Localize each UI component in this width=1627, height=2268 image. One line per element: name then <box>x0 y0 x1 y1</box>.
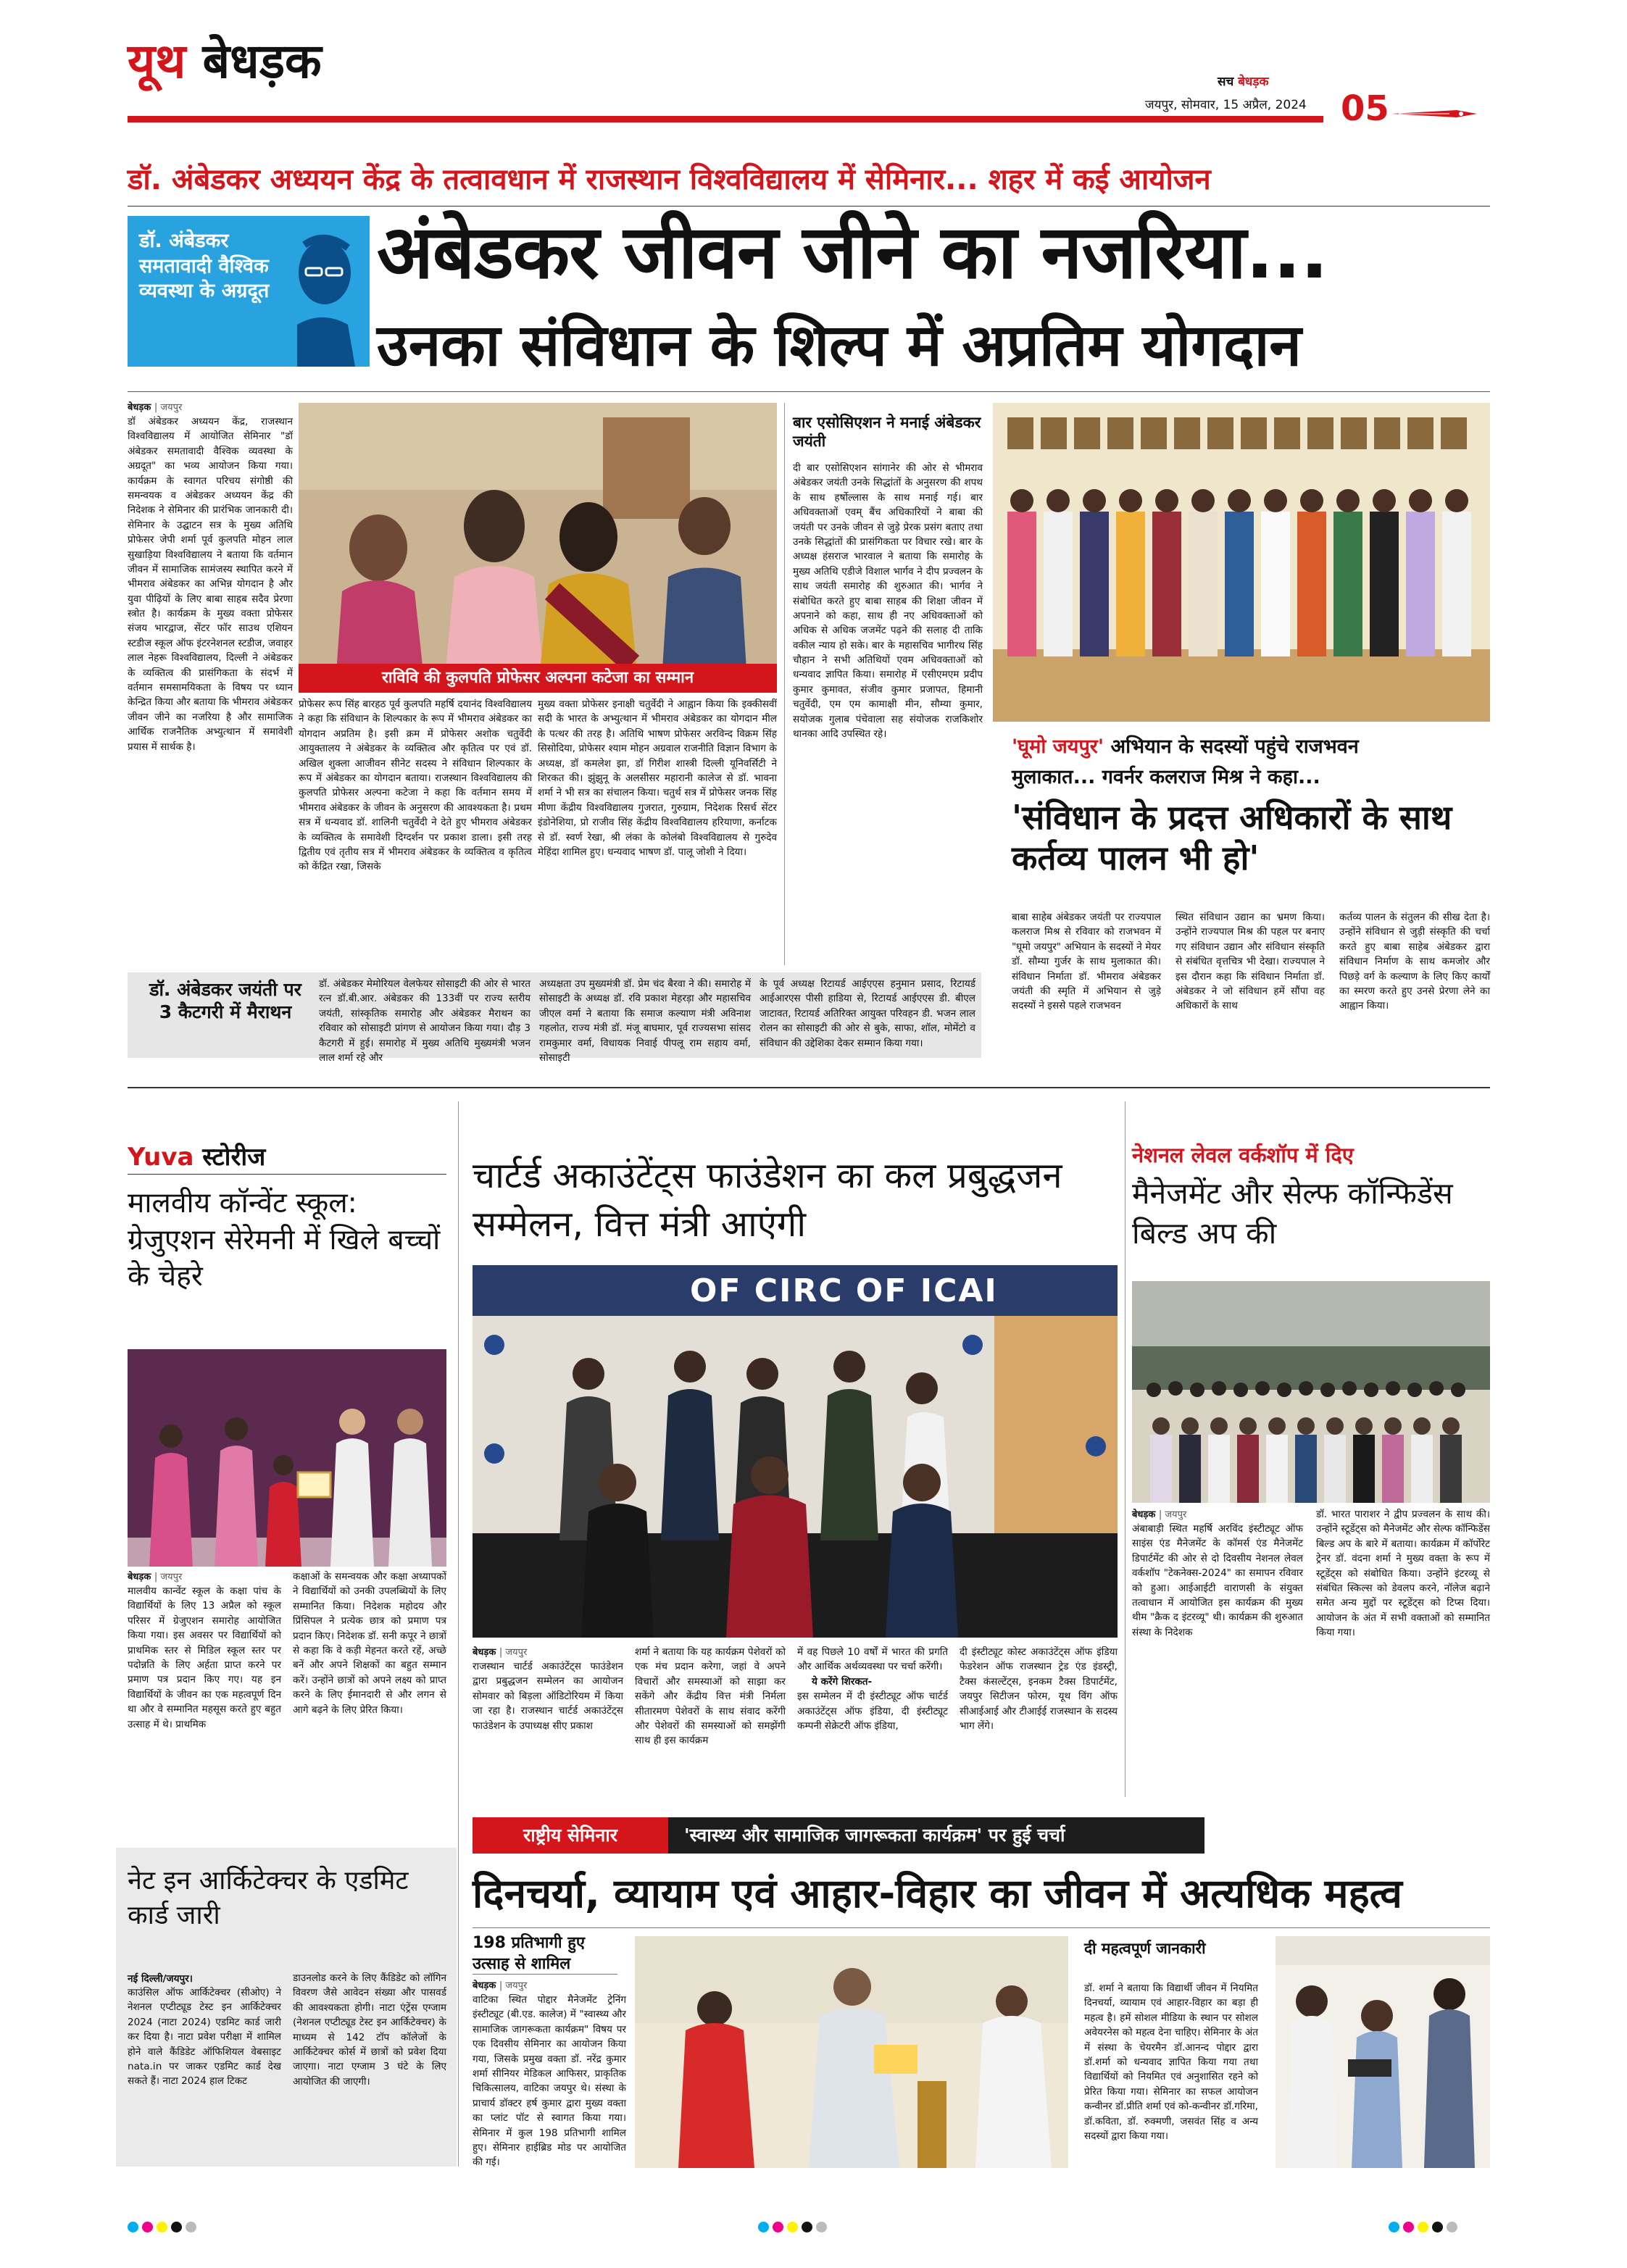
rajbhavan-col-3: कर्तव्य पालन के संतुलन की सीख देता है। उन्होंने संविधान से जुड़ी संस्कृति की चर्चा करते हुए बाबा साहेब अंबेडकर द्वारा संविधान निर्माण के साथ कमजोर और पिछड़े वर्ग के कल्याण के लिए किए कार्यों का स्मरण करते हुए उनसे प्रेरणा लेने का आह्वान किया। <box>1339 912 1490 1012</box>
ca-col-2: शर्मा ने बताया कि यह कार्यक्रम पेशेवरों को एक मंच प्रदान करेगा, जहां वे अपने विचारों और समस्याओं को साझा कर सकेंगे और केंद्रीय वित्त मंत्री निर्मला सीतारमण पेशेवरों के साथ संवाद करेंगी और पेशेवरों की समस्याओं को समझेंगी साथ ही इस कार्यक्रम <box>635 1646 786 1747</box>
registration-marks-center <box>758 2222 831 2235</box>
workshop-headline: मैनेजमेंट और सेल्फ कॉन्फिडेंस बिल्ड अप की <box>1132 1176 1453 1251</box>
masthead-word-1: यूथ <box>128 33 186 89</box>
masthead-tagline: सच बेधड़क <box>1218 75 1269 89</box>
seminar-subhead: 198 प्रतिभागी हुए उत्साह से शामिल <box>473 1934 586 1973</box>
workshop-kicker: नेशनल लेवल वर्कशॉप में दिए <box>1132 1143 1354 1167</box>
bar-title: बार एसोसिएशन ने मनाई अंबेडकर जयंती <box>793 414 981 451</box>
seminar-honour-photo <box>1276 1936 1490 2168</box>
lead-col-2: प्रोफेसर रूप सिंह बारहठ पूर्व कुलपति महर्षि दयानंद विश्वविद्यालय ने कहा कि संविधान के शिल्पकार के रूप में भीमराव अंबेडकर का योगदान अप्रतिम है। इसी क्रम में प्रोफेसर अशोक चतुर्वेदी आयुक्तालय ने अंबेडकर के व्यक्तित्व और कृतित्व पर एवं डॉ. अखिल शुक्ला आजीवन सीनेट सदस्य ने संविधान शिल्पकार के रूप में अंबेडकर का योगदान बताया। राजस्थान विश्वविद्यालय की कुलपति प्रोफेसर अल्पना कटेजा ने कहा कि वर्तमान समय में भीमराव अंबेडकर के जीवन के अनुसरण की आवश्यकता है। प्रथम सत्र में धन्यवाद डॉ. शालिनी चतुर्वेदी ने देते हुए भीमराव अंबेडकर के व्यक्तित्व के समावेशी दिग्दर्शन पर प्रकाश डाला। इसी तरह द्वितीय एवं तृतीय सत्र में भीमराव अंबेडकर के व्यक्तित्व व कृतित्व को केंद्रित रखा, जिसके <box>299 699 532 873</box>
cyan-dot-icon <box>758 2222 769 2232</box>
net-col-1: काउंसिल ऑफ आर्किटेक्चर (सीओए) ने नेशनल एप्टीट्यूड टेस्ट इन आर्किटेक्चर 2024 (नाटा 2024) एडमिट कार्ड जारी कर दिया है। नाटा प्रवेश परीक्षा में शामिल होने वाले कैंडिडेट ऑफिशियल वेबसाइट nata.in पर जाकर एडमिट कार्ड देख सकते हैं। नाटा 2024 हाल टिकट <box>128 1987 281 2088</box>
yuva-headline: मालवीय कॉन्वेंट स्कूल: ग्रेजुएशन सेरेमनी में खिले बच्चों के चेहरे <box>128 1187 441 1293</box>
graduation-photo <box>128 1349 446 1567</box>
marathon-col-3: के पूर्व अध्यक्ष रिटायर्ड आईएएस हनुमान प्रसाद, रिटायर्ड आईआरएस पीसी हाडिया से, रिटायर्ड आईएएस डी. बीएल जाटावत, रिटायर्ड अतिरिक्त आयुक्त परिवहन डी. भजन लाल रोलन का सोसाइटी की ओर से बुके, साफा, शॉल, मोमेंटो व संविधान की उद्देशिका देकर सम्मान किया गया। <box>760 978 975 1049</box>
black-dot-icon <box>802 2222 812 2232</box>
seminar-byline: बेधड़क | जयपुर <box>473 1980 528 1991</box>
page-number: 05 <box>1341 88 1389 129</box>
ca-col-4: दी इंस्टीट्यूट कोस्ट अकाउंटेंट्स ऑफ इंडिया फेडरेशन ऑफ राजस्थान ट्रेड एंड इंडस्ट्री, टैक्स कंसल्टेंट्स, इनकम टैक्स डिपार्टमेंट, जयपुर सिटीजन फोरम, यूथ विंग ऑफ सीआईआई और टीआईई राजस्थान के सदस्य भाग लेंगे। <box>960 1646 1118 1732</box>
ca-col-3-text-b: इस सम्मेलन में दी इंस्टीट्यूट ऑफ चार्टर्ड अकाउंटेंट्स ऑफ इंडिया, दी इंस्टीट्यूट कम्पनी सेक्रेटरी ऑफ इंडिया, <box>797 1690 948 1732</box>
gray-dot-icon <box>186 2222 196 2232</box>
yuva-col-1: मालवीय कान्वेंट स्कूल के कक्षा पांच के विद्यार्थियों के लिए 13 अप्रैल को स्कूल परिसर में ग्रेजुएशन समारोह आयोजित किया गया। इस अवसर पर विद्यार्थियों को प्राथमिक स्तर से मिडिल स्कूल स्तर पर पदोन्नति के लिए अर्हता प्राप्त करने पर प्रमाण पत्र प्रदान किए गए। यह इन विद्यार्थियों के जीवन का एक महत्वपूर्ण दिन था और वे सम्मानित महसूस करते हुए बहुत उत्साह में थे। प्राथमिक <box>128 1585 281 1730</box>
lamp-lighting-photo <box>635 1936 1068 2168</box>
rajbhavan-group-photo <box>993 403 1490 722</box>
yuva-byline: बेधड़क | जयपुर <box>128 1572 183 1583</box>
gray-dot-icon <box>816 2222 827 2232</box>
rajbhavan-kicker: 'घूमो जयपुर' अभियान के सदस्यों पहुंचे राजभवन <box>1012 735 1359 758</box>
ca-col-3-subhead: ये करेंगे शिरकत- <box>812 1675 873 1688</box>
lead-headline-1: अंबेडकर जीवन जीने का नजरिया... <box>377 209 1328 296</box>
registration-marks-right <box>1389 2222 1461 2235</box>
masthead-title <box>128 33 322 89</box>
ca-col-3 <box>797 1645 948 1804</box>
lead-headline-2: उनका संविधान के शिल्प में अप्रतिम योगदान <box>377 312 1302 379</box>
divider <box>128 206 1490 207</box>
seminar-col-1: वाटिका स्थित पोद्दार मैनेजमेंट ट्रेनिंग इंस्टीट्यूट (बी.एड. कालेज) में "स्वास्थ्य और सामाजिक जागरूकता कार्यक्रम" विषय पर एक दिवसीय सेमिनार का आयोजन किया गया, जिसके प्रमुख वक्ता डॉ. नरेंद्र कुमार शर्मा सीनियर मेडिकल आफिसर, प्राकृतिक चिकित्सालय, वाटिका जयपुर थे। संस्था के प्राचार्य डॉक्टर हर्ष कुमार द्वारा मुख्य वक्ता का प्लांट पॉट से स्वागत किया गया। सेमिनार में कुल 198 प्रतिभागी शामिल हुए। सेमिनार हाईब्रिड मोड पर आयोजित की गई। <box>473 1994 626 2169</box>
net-headline: नेट इन आर्किटेक्चर के एडमिट कार्ड जारी <box>128 1866 409 1930</box>
magenta-dot-icon <box>142 2222 153 2232</box>
rajbhavan-col-2: स्थित संविधान उद्यान का भ्रमण किया। उन्होंने राज्यपाल मिश्र की पहल पर बनाए गए संविधान उद्यान और संविधान संस्कृति से संबंधित वृत्तचित्र भी देखा। राज्यपाल ने इस दौरान कहा कि संविधान निर्माता डॉ. अंबेडकर ने जो संविधान हमें सौंपा वह अधिकारों के साथ <box>1175 912 1325 1012</box>
ca-col-3-text: में वह पिछले 10 वर्षों में भारत की प्रगति और आर्थिक अर्थव्यवस्था पर चर्चा करेंगी। <box>797 1646 948 1673</box>
seminar-box-title: दी महत्वपूर्ण जानकारी <box>1084 1940 1206 1957</box>
masthead-word-2: बेधड़क <box>202 33 322 89</box>
seminar-headline: दिनचर्या, व्यायाम एवं आहार-विहार का जीवन में अत्यधिक महत्व <box>473 1870 1402 1917</box>
rajbhavan-quote: 'संविधान के प्रदत्त अधिकारों के साथ कर्तव्य पालन भी हो' <box>1012 798 1452 878</box>
yuva-label: Yuva स्टोरीज <box>128 1143 266 1172</box>
ca-group-photo <box>473 1265 1118 1638</box>
lead-col-3: मुख्य वक्ता प्रोफेसर इनाक्षी चतुर्वेदी ने आह्वान किया कि इक्कीसवीं सदी के भारत के अभ्युत्थान में भीमराव अंबेडकर का योगदान मील के पत्थर की तरह है। अतिथि भाषण प्रोफेसर अरविन्द विक्रम सिंह सिसोदिया, प्रोफेसर श्याम मोहन अग्रवाल राजनीति विज्ञान विभाग के अध्यक्ष, डॉ कमलेश झा, डॉ गिरीश शास्त्री दिल्ली यूनिवर्सिटी ने शिरकत की। झुंझुनू के अलसीसर महारानी कालेज से डॉ. भावना शर्मा ने भी सत्र का संचालन किया। चतुर्थ सत्र में प्रोफेसर जनक सिंह मीणा केंद्रीय विश्वविद्यालय गुजरात, गुरुग्राम, निदेशक रिसर्च सेंटर इंडोनेशिया, प्रो राजीव सिंह केंद्रीय विश्वविद्यालय हरियाणा, कर्नाटक से डॉ. स्वर्ण रेखा, श्री लंका के कोलंबो विश्वविद्यालय से गुरुदेव मेहिंदा शामिल हुए। धन्यवाद भाषण डॉ. पालू जोशी ने दिया। <box>538 699 777 858</box>
divider <box>128 1087 1490 1088</box>
ambedkar-side-box <box>128 216 370 367</box>
ca-byline: बेधड़क | जयपुर <box>473 1647 528 1658</box>
masthead-rule <box>128 116 1323 122</box>
masthead-dateline: जयपुर, सोमवार, 15 अप्रैल, 2024 <box>1145 98 1307 112</box>
gray-dot-icon <box>1447 2222 1457 2232</box>
workshop-byline: बेधड़क | जयपुर <box>1132 1509 1187 1520</box>
yellow-dot-icon <box>1418 2222 1428 2232</box>
marathon-box: डॉ. अंबेडकर जयंती पर 3 कैटगरी में मैराथन <box>149 979 301 1023</box>
yuva-col-2: कक्षाओं के समन्वयक और कक्षा अध्यापकों ने विद्यार्थियों को उनकी उपलब्धियों के लिए सम्मानित किया। निदेशक महोदय और प्रिंसिपल ने प्रत्येक छात्र को प्रमाण पत्र प्रदान किए। निदेशक डॉ. सनी कपूर ने छात्रों से कहा कि वे कड़ी मेहनत करते रहें, अच्छे बनें और अपने शिक्षकों का बहुत सम्मान करें। उन्होंने छात्रों को अपने लक्ष्य को प्राप्त करने के लिए ईमानदारी से और लगन से आगे बढ़ने के लिए प्रेरित किया। <box>293 1571 446 1716</box>
divider <box>128 391 1490 392</box>
seminar-box-text: डॉ. शर्मा ने बताया कि विद्यार्थी जीवन में नियमित दिनचर्या, व्यायाम एवं आहार-विहार का बड़ा ही महत्व है। हमें सोशल मीडिया के स्थान पर सोशल अवेयरनेस को महत्व देना चाहिए। सेमिनार के अंत में संस्था के चेयरमैन डॉ.आनन्द पोद्दार द्वारा डॉ.शर्मा को धन्यवाद ज्ञापित किया गया तथा विद्यार्थियों को नियमित एवं अनुशासित रहने को प्रेरित किया गया। सेमिनार का सफल आयोजन कन्वीनर डॉ.प्रीति शर्मा एवं को-कन्वीनर डॉ.गरिमा, डॉ.कविता, डॉ. रुक्मणी, जसवंत सिंह व अन्य सदस्यों द्वारा किया गया। <box>1084 1983 1258 2142</box>
seminar-topic: 'स्वास्थ्य और सामाजिक जागरूकता कार्यक्रम' पर हुई चर्चा <box>668 1817 1204 1854</box>
rajbhavan-kicker-2: मुलाकात... गवर्नर कलराज मिश्र ने कहा... <box>1012 766 1320 788</box>
rajbhavan-col-1: बाबा साहेब अंबेडकर जयंती पर राज्यपाल कलराज मिश्र से रविवार को राजभवन में "घूमो जयपुर" अभियान के सदस्यों ने मेयर डॉ. सौम्या गुर्जर के साथ मुलाकात की। संविधान निर्माता डॉ. भीमराव अंबेडकर जयंती की स्मृति में अभियान से जुड़े सदस्यों ने इससे पहले राजभवन <box>1012 912 1161 1012</box>
lead-kicker: डॉ. अंबेडकर अध्ययन केंद्र के तत्वावधान में राजस्थान विश्वविद्यालय में सेमिनार... शहर में कई आयोजन <box>128 163 1211 196</box>
lead-byline: बेधड़क | जयपुर <box>128 402 183 413</box>
divider <box>473 1927 1490 1928</box>
magenta-dot-icon <box>773 2222 783 2232</box>
registration-marks-left <box>128 2222 200 2235</box>
cyan-dot-icon <box>128 2222 138 2232</box>
bar-text: दी बार एसोसिएशन सांगानेर की ओर से भीमराव अंबेडकर जयंती उनके सिद्धांतों के अनुसरण की शपथ के साथ हर्षोल्लास के साथ मनाई गई। बार अधिवक्ताओं एवम् बैंच अधिकारियों ने बाबा की जयंती पर उनके जीवन से जुड़े प्रेरक प्रसंग बताए तथा उनके सिद्धांतों की प्रासंगिकता पर विचार रखे। बार के अध्यक्ष हंसराज भारवाल ने बताया कि समारोह के मुख्य अतिथि एडीजे विशाल भार्गव ने दीप प्रज्वलन के साथ जयंती समारोह की शुरुआत की। भार्गव ने संबोधित करते हुए बाबा साहब की शिक्षा जीवन में अपनाने को कहा, साथ ही नए अधिवक्ताओं को अधिक से अधिक जजमेंट पढ़ने की सलाह दी ताकि वकील न्याय हो सके। बार के महासचिव भागीरथ सिंह चौहान ने सभी अतिथियों एवम अधिवक्ताओं को धन्यवाद ज्ञापित किया। समारोह में एसीएमएम प्रदीप कुमार कुमावत, संजीव कुमार प्रजापत, हिमानी चतुर्वेदी, एम एम कामाक्षी मीन, सौम्या कुमार, सयोजक गुलाब पंचेवाला सह संयोजक राजकिशोर थानका आदि उपस्थित रहे। <box>793 462 983 741</box>
divider <box>473 1974 617 1975</box>
marathon-col-2: अध्यक्षता उप मुख्यमंत्री डॉ. प्रेम चंद बैरवा ने की। समारोह में सोसाइटी के अध्यक्ष डॉ. रवि प्रकाश मेहरड़ा और महासचिव जीएल वर्मा ने बताया कि समाज कल्याण मंत्री अविनाश गहलोत, राज्य मंत्री डॉ. मंजू बाघमार, पूर्व राज्यसभा सांसद रामकुमार वर्मा, विधायक निवाई पीपलू राम सहाय वर्मा, सोसाइटी <box>539 978 751 1064</box>
ca-headline: चार्टर्ड अकाउंटेंट्स फाउंडेशन का कल प्रबुद्धजन सम्मेलन, वित्त मंत्री आएंगी <box>473 1155 1062 1245</box>
ambedkar-portrait-icon <box>275 216 370 367</box>
ca-col-1: राजस्थान चार्टर्ड अकाउंटेंट्स फाउंडेशन द्वारा प्रबुद्धजन सम्मेलन का आयोजन सोमवार को बिड़ला ऑडिटोरियम में किया जा रहा है। राजस्थान चार्टर्ड अकाउंटेंट्स फाउंडेशन के उपाध्यक्ष सीए प्रकाश <box>473 1661 623 1732</box>
black-dot-icon <box>171 2222 182 2232</box>
seminar-tag: राष्ट्रीय सेमिनार <box>473 1817 668 1854</box>
cyan-dot-icon <box>1389 2222 1399 2232</box>
workshop-group-photo <box>1132 1281 1490 1503</box>
ca-banner-text: OF CIRC OF ICAI <box>690 1272 998 1309</box>
workshop-col-2: डॉ. भारत पाराशर ने द्वीप प्रज्वलन के साथ की। उन्होंने स्टूडेंट्स को मैनेजमेंट और सेल्फ कॉन्फिडेंस बिल्ड अप के बारे में बताया। कार्यक्रम में कॉर्पोरेट ट्रेनर डॉ. वंदना शर्मा ने मुख्य वक्ता के रूप में स्टूडेंट्स को संबोधित किया। उन्होंने इंटरव्यू से संबंधित स्किल्स को डेवलप करने, नॉलेज बढ़ाने समेत अन्य मुद्दों पर स्टूडेंट्स को टिप्स दिया। आयोजन के अंत में सभी वक्ताओं को सम्मानित किया गया। <box>1316 1509 1490 1639</box>
marathon-col-1: डॉ. अंबेडकर मेमोरियल वेलफेयर सोसाइटी की ओर से भारत रत्न डॉ.बी.आर. अंबेडकर की 133वीं पर राज्य स्तरीय जयंती, सांस्कृतिक समारोह और अंबेडकर मैराथन का रविवार को सोसाइटी प्रांगण से आयोजन किया गया। दौड़ 3 कैटगरी में हुई। समारोह में मुख्य अतिथि मुख्यमंत्री भजन लाल शर्मा रहे और <box>319 978 530 1064</box>
magenta-dot-icon <box>1403 2222 1414 2232</box>
side-box-text: डॉ. अंबेडकर समतावादी वैश्विक व्यवस्था के अग्रदूत <box>139 230 270 303</box>
divider <box>784 403 785 965</box>
yellow-dot-icon <box>157 2222 167 2232</box>
divider <box>128 1174 446 1175</box>
vc-photo-caption: राविवि की कुलपति प्रोफेसर अल्पना कटेजा का सम्मान <box>299 664 777 693</box>
divider <box>458 1101 459 2167</box>
black-dot-icon <box>1432 2222 1443 2232</box>
yellow-dot-icon <box>787 2222 798 2232</box>
vc-honour-photo <box>299 403 777 693</box>
net-dateline: नई दिल्ली/जयपुर। <box>128 1973 193 1985</box>
net-col-2: डाउनलोड करने के लिए कैंडिडेट को लॉगिन विवरण जैसे आवेदन संख्या और पासवर्ड की आवश्यकता होगी। नाटा एंट्रेंस एग्जाम (नेशनल एप्टीट्यूड टेस्ट इन आर्किटेक्चर) के माध्यम से 142 टॉप कॉलेजों के आर्किटेक्चर कोर्स में छात्रों को प्रवेश दिया जाएगा। नाटा एग्जाम 3 घंटे के लिए आयोजित की जाएगी। <box>293 1972 446 2088</box>
workshop-col-1: अंबाबाड़ी स्थित महर्षि अरविंद इंस्टीट्यूट ऑफ साइंस एंड मैनेजमेंट के कॉमर्स एंड मैनेजमेंट डिपार्टमेंट की ओर से दो दिवसीय नेशनल लेवल वर्कशॉप "टेकनेक्स-2024" का समापन रविवार को हुआ। आईआईटी वाराणसी के संयुक्त तत्वाधान में आयोजित इस कार्यक्रम की मुख्य थीम "क्रैक द इंटरव्यू" थी। कार्यक्रम की शुरुआत संस्था के निदेशक <box>1132 1523 1303 1638</box>
lead-col-1: डॉ अंबेडकर अध्ययन केंद्र, राजस्थान विश्वविद्यालय में आयोजित सेमिनार "डॉ अंबेडकर समतावादी वैश्विक व्यवस्था के अग्रदूत" का भव्य आयोजन किया गया। कार्यक्रम के स्वागत परिचय संगोष्ठी की समन्वयक व अंबेडकर अध्ययन केंद्र की निदेशक ने सेमिनार की प्रारंभिक जानकारी दी। सेमिनार के उद्घाटन सत्र के मुख्य अतिथि प्रोफेसर जेपी शर्मा पूर्व कुलपति मोहन लाल सुखाड़िया विश्वविद्यालय ने बताया कि वर्तमान जीवन में सामाजिक सामंजस्य स्थापित करने में भीमराव अंबेडकर का अभिन्न योगदान है और युवा पीढ़ियों के लिए बाबा साहब सदैव प्रेरणा स्त्रोत है। कार्यक्रम के मुख्य वक्ता प्रोफेसर संजय भारद्वाज, सेंटर फॉर साउथ एशियन स्टडीज स्कूल ऑफ इंटरनेशनल स्टडीज, जवाहर लाल नेहरू विश्वविद्यालय, दिल्ली ने अंबेडकर के व्यक्तित्व की प्रासंगिकता के संदर्भ में वर्तमान समसामयिकता के विषय पर ध्यान केन्द्रित किया और बताया कि भीमराव अंबेडकर जीवन जीने का नजरिया है और सामाजिक आर्थिक राजनैतिक अभ्युत्थान में समावेशी प्रयास में सार्थक है। <box>128 416 293 753</box>
pen-nib-icon <box>1391 103 1478 125</box>
